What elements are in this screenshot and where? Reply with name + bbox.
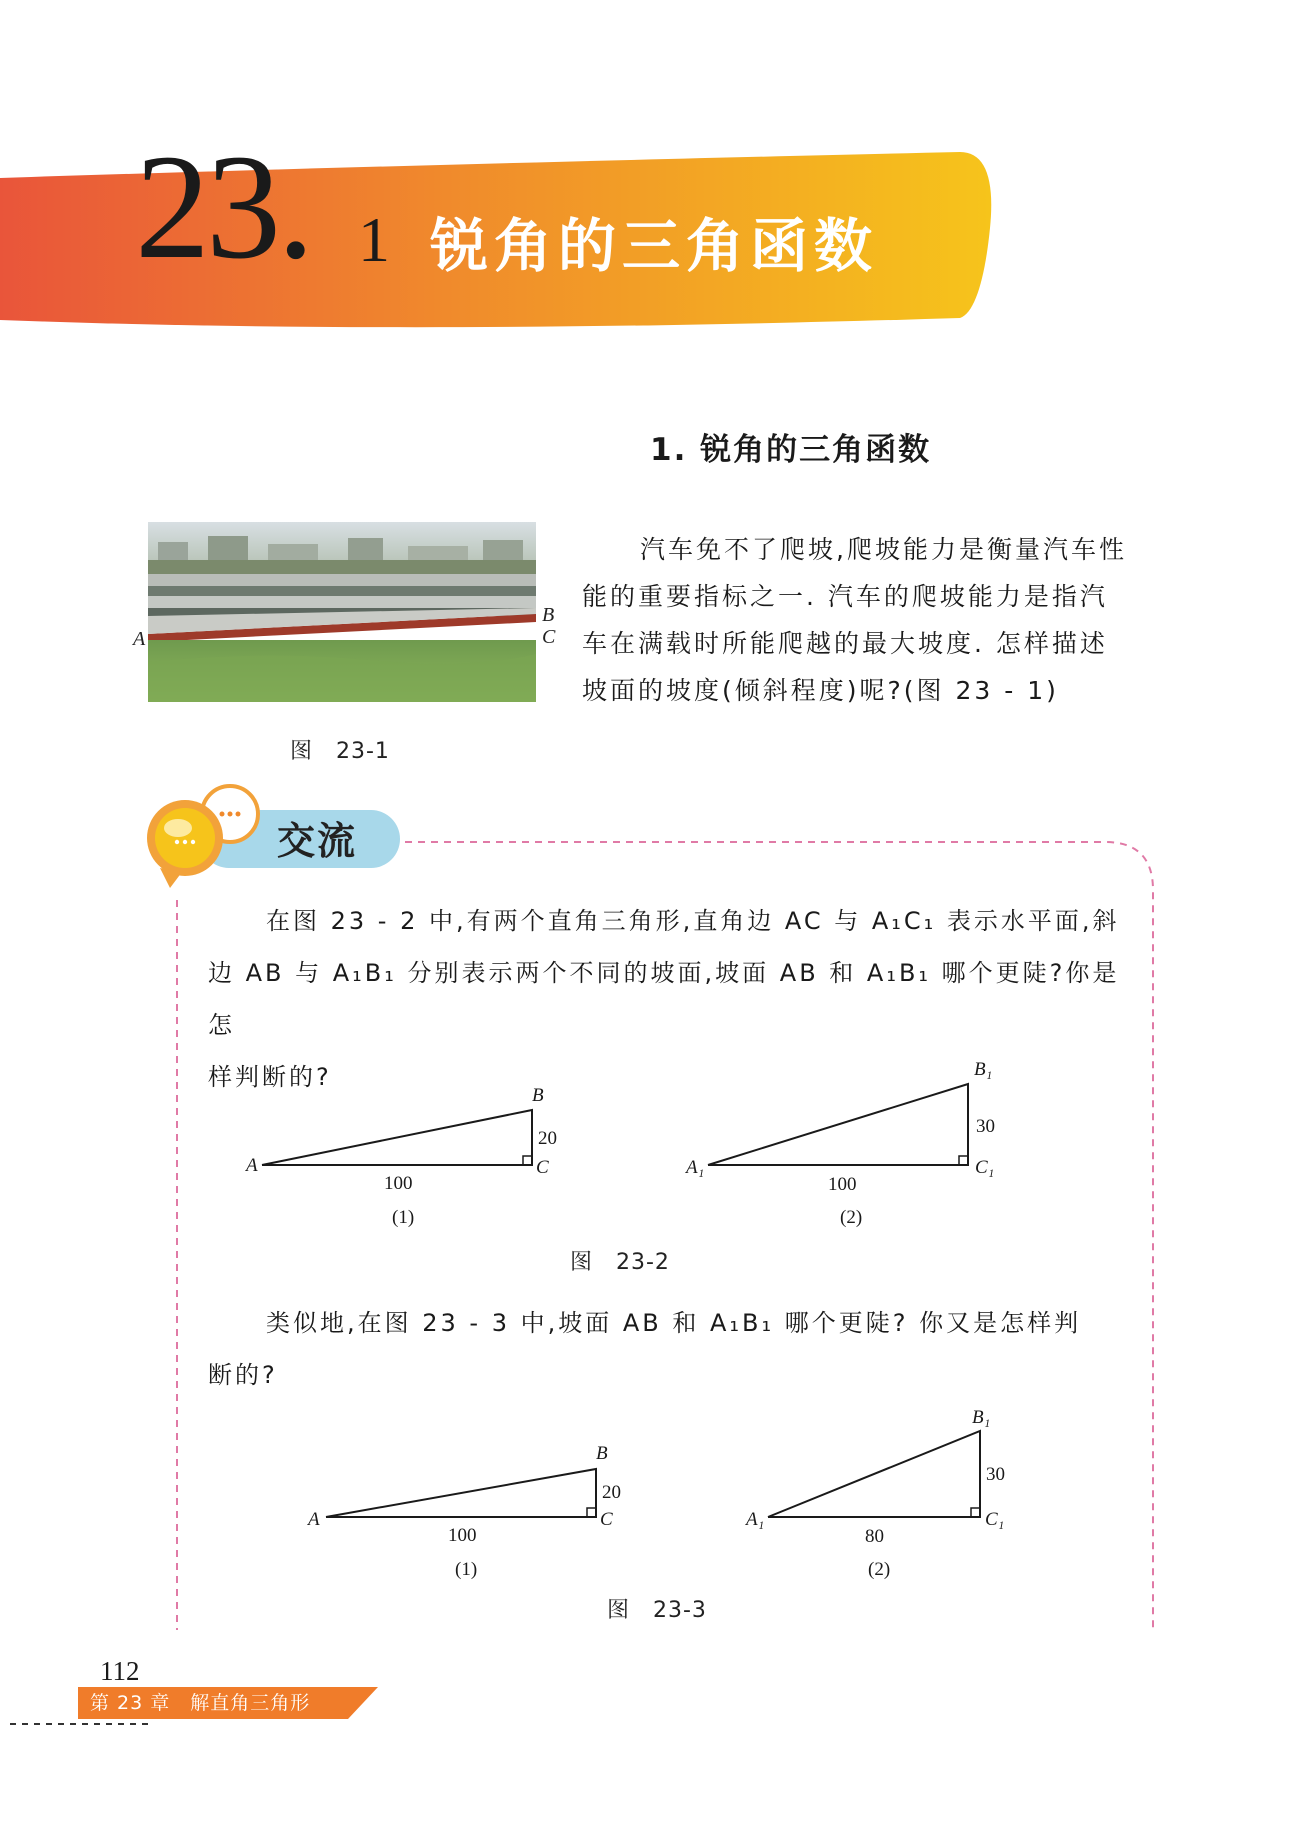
t1-horizontal-length: 100 [384, 1173, 413, 1194]
t4-vertex-a: A₁ [746, 1509, 765, 1530]
triangle-23-3-1 [306, 1443, 621, 1580]
photo-label-c: C [542, 626, 556, 648]
t2-vertical-length: 30 [976, 1116, 995, 1137]
intro-line-3: 车在满载时所能爬越的最大坡度. 怎样描述 [582, 629, 1108, 658]
question1-line-2: 边 AB 与 A₁B₁ 分别表示两个不同的坡面,坡面 AB 和 A₁B₁ 哪个更陡?你是怎 [208, 959, 1120, 1039]
t1-vertical-length: 20 [538, 1128, 557, 1149]
t3-vertical-length: 20 [602, 1482, 621, 1503]
section-number-minor: 1 [358, 204, 390, 275]
t3-vertex-c: C [600, 1509, 613, 1530]
t1-vertex-c: C [536, 1157, 549, 1178]
t2-horizontal-length: 100 [828, 1174, 857, 1195]
t2-vertex-a: A₁ [686, 1157, 705, 1178]
t4-horizontal-length: 80 [865, 1526, 884, 1547]
triangle-23-2-1 [244, 1085, 557, 1228]
photo-label-a: A [133, 628, 146, 650]
intro-line-1: 汽车免不了爬坡,爬坡能力是衡量汽车性 [640, 535, 1127, 564]
discussion-question-2 [208, 1297, 1138, 1401]
t4-vertical-length: 30 [986, 1464, 1005, 1485]
t3-vertex-b: B [596, 1443, 608, 1464]
subsection-heading: 1. 锐角的三角函数 [650, 432, 932, 468]
t4-vertex-b: B₁ [972, 1407, 991, 1428]
section-title: 锐角的三角函数 [430, 212, 879, 280]
photo-label-b: B [542, 604, 555, 626]
intro-line-4: 坡面的坡度(倾斜程度)呢?(图 23 - 1) [582, 676, 1059, 705]
t2-vertex-b: B₁ [974, 1059, 993, 1080]
question2-line-1: 类似地,在图 23 - 3 中,坡面 AB 和 A₁B₁ 哪个更陡? 你又是怎样判 [266, 1309, 1082, 1337]
t3-vertex-a: A [308, 1509, 320, 1530]
t3-horizontal-length: 100 [448, 1525, 477, 1546]
t1-vertex-a: A [246, 1155, 258, 1176]
t4-sub-label: (2) [868, 1559, 891, 1580]
discussion-badge [140, 780, 405, 890]
figure-23-2 [230, 1055, 1050, 1240]
triangle-23-2-2 [684, 1059, 995, 1228]
figure-23-1-caption: 图 23-1 [290, 739, 390, 764]
highway-photo [148, 522, 536, 702]
t2-sub-label: (2) [840, 1207, 863, 1228]
question1-line-3: 样判断的? [208, 1063, 332, 1091]
page-number: 112 [100, 1656, 140, 1686]
t1-sub-label: (1) [392, 1207, 415, 1228]
footer-dash-line [10, 1722, 150, 1726]
t2-vertex-c: C₁ [975, 1157, 995, 1178]
figure-23-2-caption: 图 23-2 [570, 1250, 670, 1275]
triangle-23-3-2 [744, 1407, 1005, 1580]
t4-vertex-c: C₁ [985, 1509, 1005, 1530]
section-number-major: 23. [135, 124, 311, 290]
figure-23-3-caption: 图 23-3 [607, 1598, 707, 1623]
footer-chapter-title: 第 23 章 解直角三角形 [90, 1692, 311, 1714]
question1-line-1: 在图 23 - 2 中,有两个直角三角形,直角边 AC 与 A₁C₁ 表示水平面,斜 [266, 907, 1120, 935]
t1-vertex-b: B [532, 1085, 544, 1106]
t3-sub-label: (1) [455, 1559, 478, 1580]
figure-23-3 [290, 1405, 1050, 1590]
question2-line-2: 断的? [208, 1361, 278, 1389]
intro-line-2: 能的重要指标之一. 汽车的爬坡能力是指汽 [582, 582, 1108, 611]
discussion-badge-label: 交流 [277, 819, 358, 863]
intro-paragraph [582, 526, 1162, 714]
